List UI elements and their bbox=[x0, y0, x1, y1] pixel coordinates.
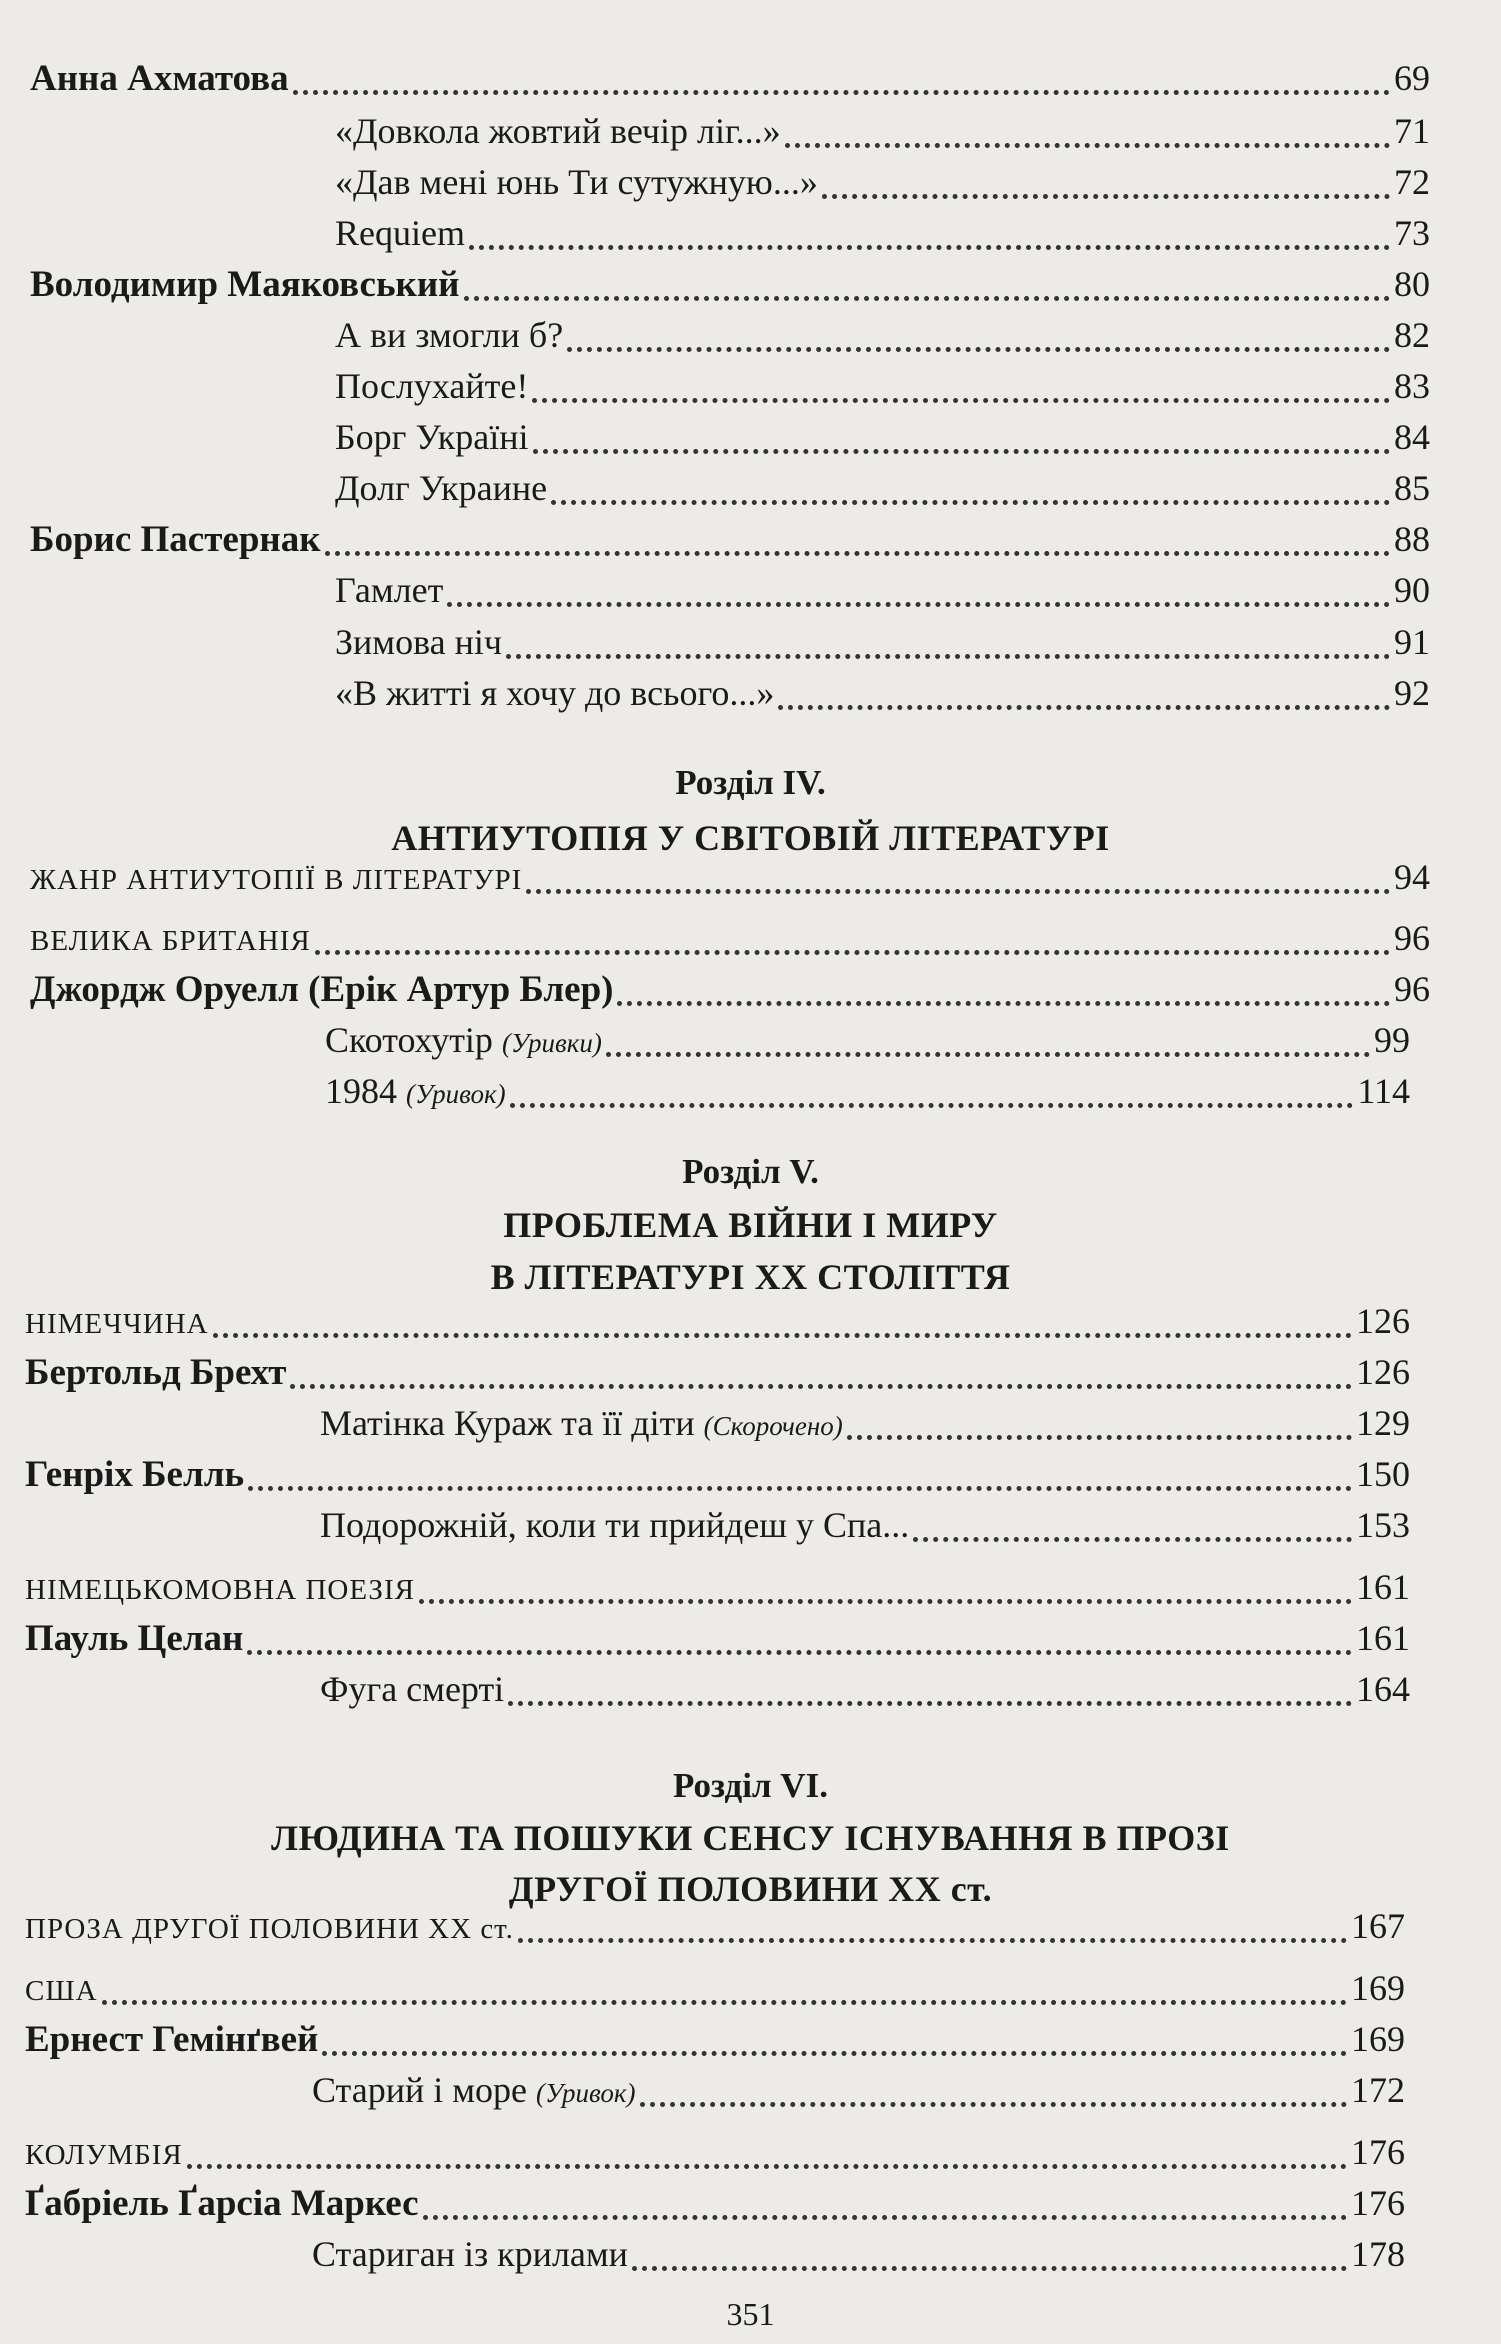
page-number: 84 bbox=[1394, 417, 1430, 457]
toc-work-entry[interactable] bbox=[335, 621, 1430, 671]
toc-work-entry[interactable] bbox=[335, 110, 1430, 160]
toc-country-entry[interactable] bbox=[25, 1566, 1410, 1616]
dot-leader bbox=[213, 1333, 1352, 1338]
dot-leader bbox=[187, 2164, 1347, 2169]
work-title: «Довкола жовтий вечір ліг...» bbox=[335, 111, 781, 151]
author-name: Джордж Оруелл (Ерік Артур Блер) bbox=[30, 969, 614, 1010]
page-number: 99 bbox=[1374, 1020, 1410, 1060]
section-title-line: ПРОБЛЕМА ВІЙНИ І МИРУ bbox=[503, 1205, 998, 1245]
page-number: 71 bbox=[1394, 111, 1430, 151]
dot-leader bbox=[464, 296, 1391, 301]
work-title: Фуга смерті bbox=[320, 1669, 505, 1709]
toc-work-entry[interactable] bbox=[335, 672, 1430, 722]
section-title-line: В ЛІТЕРАТУРІ XX СТОЛІТТЯ bbox=[490, 1257, 1011, 1297]
work-title: Зимова ніч bbox=[335, 622, 502, 662]
section-entry-title: ПРОЗА ДРУГОЇ ПОЛОВИНИ XX ст. bbox=[25, 1913, 514, 1945]
page-number: 82 bbox=[1394, 315, 1430, 355]
dot-leader bbox=[247, 1650, 1352, 1655]
work-note: (Уривок) bbox=[406, 1079, 506, 1109]
work-note: (Уривок) bbox=[535, 2078, 636, 2108]
dot-leader bbox=[325, 551, 1390, 556]
dot-leader bbox=[567, 347, 1390, 352]
page-number: 172 bbox=[1351, 2070, 1405, 2110]
work-title-text: 1984 bbox=[325, 1071, 397, 1111]
author-name: Анна Ахматова bbox=[30, 58, 289, 99]
author-name: Ґабріель Ґарсіа Маркес bbox=[25, 2183, 419, 2224]
work-title: «Дав мені юнь Ти сутужную...» bbox=[335, 162, 818, 202]
page-number: 150 bbox=[1356, 1454, 1410, 1494]
toc-country-entry[interactable] bbox=[30, 917, 1430, 967]
work-title: Стариган із крилами bbox=[312, 2234, 628, 2274]
section-label: Розділ IV. bbox=[675, 763, 826, 802]
dot-leader bbox=[533, 449, 1391, 454]
work-title: Гамлет bbox=[335, 570, 444, 610]
author-name: Борис Пастернак bbox=[30, 519, 321, 560]
toc-work-entry[interactable] bbox=[320, 1402, 1410, 1452]
work-title bbox=[325, 1070, 506, 1112]
page-number: 161 bbox=[1356, 1618, 1410, 1658]
page-number: 83 bbox=[1394, 366, 1430, 406]
work-title bbox=[325, 1019, 602, 1061]
page-number: 90 bbox=[1394, 570, 1430, 610]
section-title: АНТИУТОПІЯ У СВІТОВІЙ ЛІТЕРАТУРІ bbox=[391, 818, 1110, 858]
dot-leader bbox=[532, 398, 1390, 403]
page-number: 69 bbox=[1394, 58, 1430, 98]
dot-leader bbox=[822, 194, 1390, 199]
page-number: 73 bbox=[1394, 213, 1430, 253]
section-entry-title: КОЛУМБІЯ bbox=[25, 2139, 183, 2171]
dot-leader bbox=[606, 1052, 1370, 1057]
work-title: Долг Украине bbox=[335, 468, 548, 508]
toc-author-entry[interactable] bbox=[30, 263, 1430, 313]
author-name: Ернест Гемінґвей bbox=[25, 2019, 319, 2060]
dot-leader bbox=[518, 1938, 1347, 1943]
toc-author-entry[interactable] bbox=[30, 57, 1430, 107]
page-number: 178 bbox=[1351, 2234, 1405, 2274]
toc-country-entry[interactable] bbox=[25, 1300, 1410, 1350]
section-label: Розділ VI. bbox=[673, 1766, 828, 1805]
dot-leader bbox=[551, 500, 1390, 505]
toc-author-entry[interactable] bbox=[25, 2018, 1405, 2068]
toc-author-entry[interactable] bbox=[25, 1617, 1410, 1667]
page-number: 176 bbox=[1351, 2183, 1405, 2223]
section-entry-title: ВЕЛИКА БРИТАНІЯ bbox=[30, 925, 311, 957]
toc-work-entry[interactable] bbox=[335, 467, 1430, 517]
page-number: 153 bbox=[1356, 1505, 1410, 1545]
dot-leader bbox=[640, 2102, 1347, 2107]
toc-work-entry[interactable] bbox=[320, 1504, 1410, 1554]
dot-leader bbox=[506, 654, 1390, 659]
page-number: 129 bbox=[1356, 1403, 1410, 1443]
page-number: 96 bbox=[1394, 918, 1430, 958]
dot-leader bbox=[778, 705, 1390, 710]
page-number: 164 bbox=[1356, 1669, 1410, 1709]
work-title bbox=[320, 1402, 843, 1444]
dot-leader bbox=[447, 602, 1390, 607]
dot-leader bbox=[423, 2215, 1347, 2220]
toc-work-entry[interactable] bbox=[335, 416, 1430, 466]
author-name: Володимир Маяковський bbox=[30, 264, 460, 305]
work-title: А ви змогли б? bbox=[335, 315, 564, 355]
section-entry-title: ЖАНР АНТИУТОПІЇ В ЛІТЕРАТУРІ bbox=[30, 864, 523, 896]
toc-work-entry[interactable] bbox=[312, 2233, 1405, 2283]
work-title: Requiem bbox=[335, 213, 465, 253]
toc-work-entry[interactable] bbox=[335, 161, 1430, 211]
dot-leader bbox=[785, 143, 1390, 148]
dot-leader bbox=[526, 889, 1390, 894]
page-number: 114 bbox=[1357, 1071, 1410, 1111]
work-title: Подорожній, коли ти прийдеш у Спа... bbox=[320, 1505, 910, 1545]
work-title: Послухайте! bbox=[335, 366, 529, 406]
work-title-text: Старий і море bbox=[312, 2070, 527, 2110]
section-title-line: ДРУГОЇ ПОЛОВИНИ XX ст. bbox=[508, 1869, 993, 1909]
author-name: Пауль Целан bbox=[25, 1618, 244, 1659]
section-title-line: ЛЮДИНА ТА ПОШУКИ СЕНСУ ІСНУВАННЯ В ПРОЗІ bbox=[271, 1818, 1230, 1858]
dot-leader bbox=[632, 2266, 1347, 2271]
toc-author-entry[interactable] bbox=[30, 518, 1430, 568]
work-title bbox=[312, 2069, 636, 2111]
toc-country-entry[interactable] bbox=[25, 2131, 1405, 2181]
section-entry-title: НІМЕЦЬКОМОВНА ПОЕЗІЯ bbox=[25, 1574, 415, 1606]
page-number: 167 bbox=[1351, 1906, 1405, 1946]
page-footer-number: 351 bbox=[726, 2296, 775, 2332]
dot-leader bbox=[913, 1537, 1352, 1542]
author-name: Генріх Белль bbox=[25, 1454, 245, 1495]
page-number: 91 bbox=[1394, 622, 1430, 662]
page-number: 161 bbox=[1356, 1567, 1410, 1607]
dot-leader bbox=[315, 950, 1390, 955]
work-note: (Уривки) bbox=[501, 1028, 602, 1058]
toc-country-entry[interactable] bbox=[25, 1905, 1405, 1955]
page-number: 88 bbox=[1394, 519, 1430, 559]
work-title: «В житті я хочу до всього...» bbox=[335, 673, 775, 713]
dot-leader bbox=[617, 1001, 1390, 1006]
toc-work-entry[interactable] bbox=[335, 314, 1430, 364]
toc-work-entry[interactable] bbox=[320, 1668, 1410, 1718]
toc-work-entry[interactable] bbox=[312, 2069, 1405, 2119]
work-title: Борг Україні bbox=[335, 417, 529, 457]
dot-leader bbox=[510, 1103, 1354, 1108]
section-entry-title: НІМЕЧЧИНА bbox=[25, 1308, 209, 1340]
toc-work-entry[interactable] bbox=[335, 365, 1430, 415]
dot-leader bbox=[293, 90, 1390, 95]
toc-work-entry[interactable] bbox=[335, 569, 1430, 619]
page-number: 72 bbox=[1394, 162, 1430, 202]
author-name: Бертольд Брехт bbox=[25, 1352, 287, 1393]
dot-leader bbox=[322, 2051, 1347, 2056]
toc-work-entry[interactable] bbox=[335, 212, 1430, 262]
work-title-text: Матінка Кураж та її діти bbox=[320, 1403, 695, 1443]
dot-leader bbox=[248, 1486, 1352, 1491]
page-number: 169 bbox=[1351, 1968, 1405, 2008]
page-number: 92 bbox=[1394, 673, 1430, 713]
dot-leader bbox=[847, 1435, 1352, 1440]
page-number: 126 bbox=[1356, 1352, 1410, 1392]
toc-author-entry[interactable] bbox=[25, 1351, 1410, 1401]
toc-work-entry[interactable] bbox=[325, 1070, 1410, 1120]
toc-author-entry[interactable] bbox=[25, 1453, 1410, 1503]
toc-author-entry[interactable] bbox=[30, 968, 1430, 1018]
dot-leader bbox=[290, 1384, 1352, 1389]
page-number: 169 bbox=[1351, 2019, 1405, 2059]
section-entry-title: США bbox=[25, 1975, 98, 2007]
page-number: 85 bbox=[1394, 468, 1430, 508]
toc-country-entry[interactable] bbox=[25, 1967, 1405, 2017]
toc-work-entry[interactable] bbox=[325, 1019, 1410, 1069]
dot-leader bbox=[419, 1599, 1352, 1604]
page-number: 126 bbox=[1356, 1301, 1410, 1341]
dot-leader bbox=[469, 245, 1390, 250]
dot-leader bbox=[102, 2000, 1347, 2005]
page-number: 94 bbox=[1394, 857, 1430, 897]
page-number: 176 bbox=[1351, 2132, 1405, 2172]
page-number: 96 bbox=[1394, 969, 1430, 1009]
work-title-text: Скотохутір bbox=[325, 1020, 493, 1060]
toc-country-entry[interactable] bbox=[30, 856, 1430, 906]
page-number: 80 bbox=[1394, 264, 1430, 304]
dot-leader bbox=[508, 1701, 1352, 1706]
work-note: (Скорочено) bbox=[703, 1411, 843, 1441]
toc-author-entry[interactable] bbox=[25, 2182, 1405, 2232]
section-label: Розділ V. bbox=[682, 1152, 819, 1191]
